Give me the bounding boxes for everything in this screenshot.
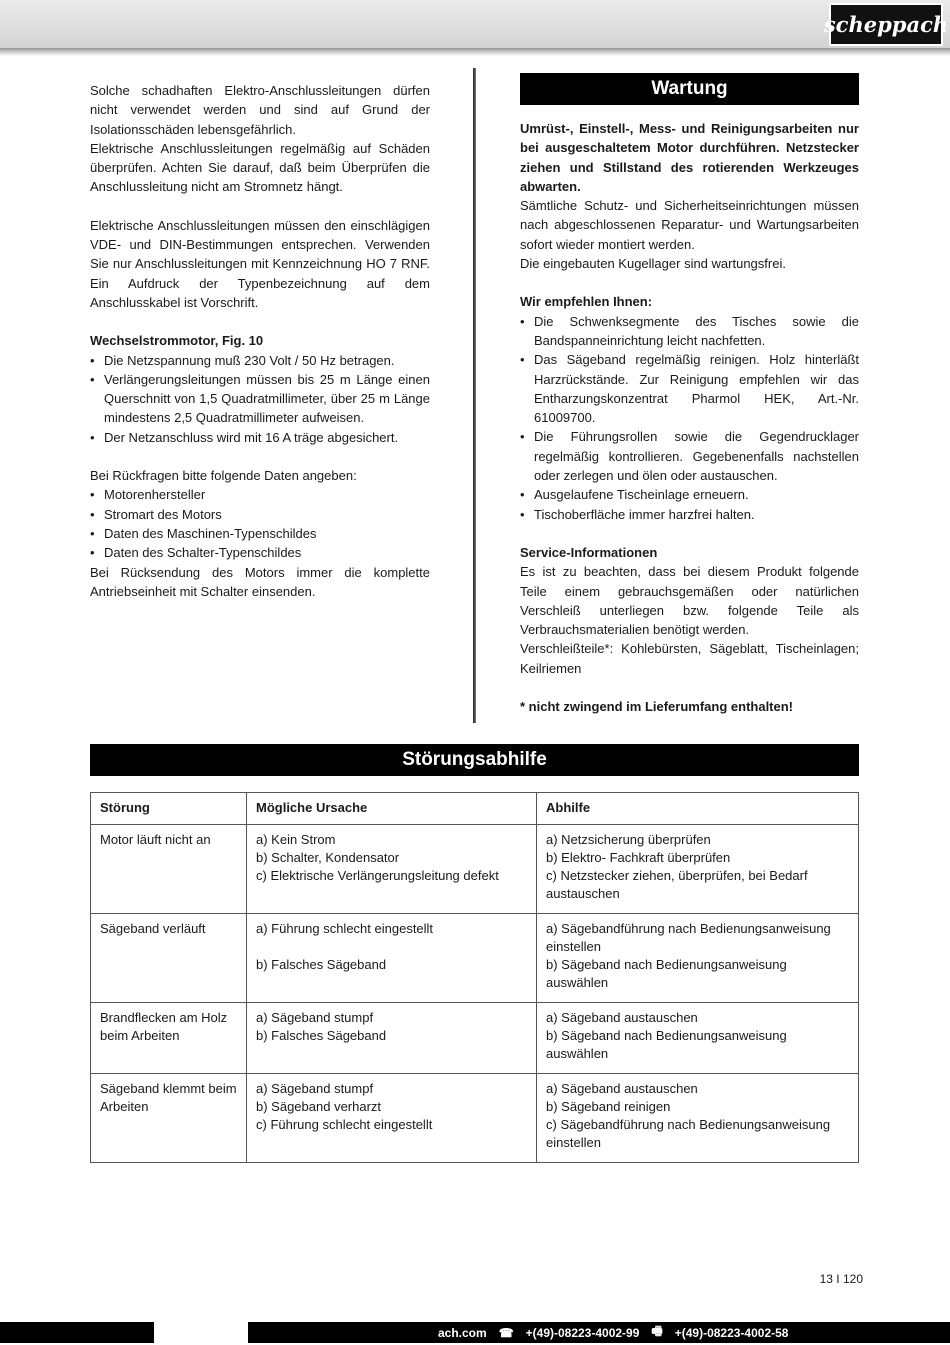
right-column: [520, 119, 859, 716]
cell-stoerung: Sägeband klemmt beim Arbeiten: [91, 1074, 247, 1163]
paragraph-kugellager: Die eingebauten Kugellager sind wartungsfrei.: [520, 256, 786, 272]
paragraph-ruecksendung: Bei Rücksendung des Motors immer die komplette Antriebseinheit mit Schalter einsenden.: [90, 564, 430, 599]
warning-text: Umrüst-, Einstell-, Mess- und Reinigungsarbeiten nur bei ausgeschaltetem Motor durchführen. Netzstecker ziehen und Stillstand des rotierenden Werkzeuges abwarten.: [520, 121, 859, 194]
table-row: [91, 1074, 859, 1163]
phone-icon: ☎: [498, 1325, 514, 1340]
cell-ursache: a) Führung schlecht eingestellt b) Falsches Sägeband: [247, 914, 537, 1003]
list-item: • Verlängerungsleitungen müssen bis 25 m Länge einen Querschnitt von 1,5 Quadratmillimeter, über 25 m Länge mindestens 2,5 Quadratmillimeter aufweisen.: [90, 370, 430, 428]
empfehlen-heading: Wir empfehlen Ihnen:: [520, 294, 653, 310]
paragraph-damaged-cables: Solche schadhaften Elektro-Anschlussleitungen dürfen nicht verwendet werden und sind auf Grund der Isolationsschäden lebensgefährlich.: [90, 83, 430, 137]
service-heading: Service-Informationen: [520, 544, 658, 560]
paragraph-schutz: Sämtliche Schutz- und Sicherheitseinrichtungen müssen nach abgeschlossenen Reparatur- und Wartungsarbeiten sofort wieder montiert werden.: [520, 198, 859, 252]
footer-website: ach.com: [438, 1325, 487, 1340]
cell-ursache: a) Sägeband stumpf b) Falsches Sägeband: [247, 1003, 537, 1074]
table-row: [91, 914, 859, 1003]
header-band: [0, 0, 950, 50]
service-text: Es ist zu beachten, dass bei diesem Produkt folgende Teile einem gebrauchsgemäßen oder natürlichen Verschleiß unterliegen bzw. folgende Teile als Verbrauchsmaterialien benötigt werden.: [520, 564, 859, 638]
rueckfragen-intro: Bei Rückfragen bitte folgende Daten angeben:: [90, 468, 357, 484]
cell-ursache: a) Sägeband stumpf b) Sägeband verharzt c) Führung schlecht eingestellt: [247, 1074, 537, 1163]
cell-ursache: a) Kein Strom b) Schalter, Kondensator c) Elektrische Verlängerungsleitung defekt: [247, 825, 537, 914]
footer-phone: +(49)-08223-4002-99: [525, 1325, 640, 1340]
trouble-table-body: [91, 825, 859, 1163]
motor-list: [90, 351, 430, 447]
table-row: [91, 1003, 859, 1074]
list-item: • Motorenhersteller: [90, 485, 430, 504]
column-header: Störung: [91, 793, 247, 825]
cell-abhilfe: a) Sägeband austauschen b) Sägeband reinigen c) Sägebandführung nach Bedienungsanweisung einstellen: [537, 1074, 859, 1163]
footer-bar: [248, 1322, 950, 1343]
list-item: • Stromart des Motors: [90, 505, 430, 524]
table-row: [91, 825, 859, 914]
fax-icon: 🖷: [651, 1324, 663, 1338]
cell-abhilfe: a) Sägeband austauschen b) Sägeband nach Bedienungsanweisung auswählen: [537, 1003, 859, 1074]
list-item: • Daten des Maschinen-Typenschildes: [90, 524, 430, 543]
cell-stoerung: Brandflecken am Holz beim Arbeiten: [91, 1003, 247, 1074]
motor-heading: Wechselstrommotor, Fig. 10: [90, 333, 264, 349]
rueckfragen-list: [90, 485, 430, 562]
brand-logo: scheppach: [829, 3, 943, 46]
trouble-table: [90, 792, 859, 1163]
paragraph-check-cables: Elektrische Anschlussleitungen regelmäßig auf Schäden überprüfen. Achten Sie darauf, daß beim Überprüfen die Anschlussleitung nicht am Stromnetz hängt.: [90, 140, 430, 195]
list-item: • Daten des Schalter-Typenschildes: [90, 543, 430, 562]
cell-stoerung: Sägeband verläuft: [91, 914, 247, 1003]
verschleiss-text: Verschleißteile*: Kohlebürsten, Sägeblatt, Tischeinlagen; Keilriemen: [520, 641, 859, 676]
column-header: Abhilfe: [537, 793, 859, 825]
empfehlen-list: [520, 312, 859, 524]
wartung-title: Wartung: [520, 73, 859, 105]
footnote: * nicht zwingend im Lieferumfang enthalten!: [520, 699, 794, 715]
list-item: • Der Netzanschluss wird mit 16 A träge abgesichert.: [90, 428, 430, 447]
cell-stoerung: Motor läuft nicht an: [91, 825, 247, 914]
cell-abhilfe: a) Sägebandführung nach Bedienungsanweisung einstellen b) Sägeband nach Bedienungsanweisung auswählen: [537, 914, 859, 1003]
cell-abhilfe: a) Netzsicherung überprüfen b) Elektro- Fachkraft überprüfen c) Netzstecker ziehen, überprüfen, bei Bedarf austauschen: [537, 825, 859, 914]
column-header: Mögliche Ursache: [247, 793, 537, 825]
table-header-row: [91, 793, 859, 825]
list-item: • Die Führungsrollen sowie die Gegendrucklager regelmäßig kontrollieren. Gegebenenfalls nachstellen oder zerlegen und ölen oder austauschen.: [520, 427, 859, 485]
list-item: • Die Schwenksegmente des Tisches sowie die Bandspanneinrichtung leicht nachfetten.: [520, 312, 859, 351]
list-item: • Tischoberfläche immer harzfrei halten.: [520, 505, 859, 524]
header-shadow: [0, 48, 950, 56]
stoerung-title: Störungsabhilfe: [90, 744, 859, 776]
page-number: 13 I 120: [819, 1272, 863, 1286]
list-item: • Die Netzspannung muß 230 Volt / 50 Hz betragen.: [90, 351, 430, 370]
list-item: • Das Sägeband regelmäßig reinigen. Holz hinterläßt Harzrückstände. Zur Reinigung empfehlen wir das Entharzungskonzentrat Pharmol HEK, Art.-Nr. 61009700.: [520, 350, 859, 427]
left-column: [90, 81, 430, 601]
footer-fax: +(49)-08223-4002-58: [674, 1325, 789, 1340]
paragraph-vde-din: Elektrische Anschlussleitungen müssen den einschlägigen VDE- und DIN-Bestimmungen entsprechen. Verwenden Sie nur Anschlussleitungen mit Kennzeichnung HO 7 RNF. Ein Aufdruck der Typenbezeichnung auf dem Anschlusskabel ist Vorschrift.: [90, 217, 430, 310]
footer-bar-left: [0, 1322, 154, 1343]
column-divider: [473, 68, 476, 723]
list-item: • Ausgelaufene Tischeinlage erneuern.: [520, 485, 859, 504]
